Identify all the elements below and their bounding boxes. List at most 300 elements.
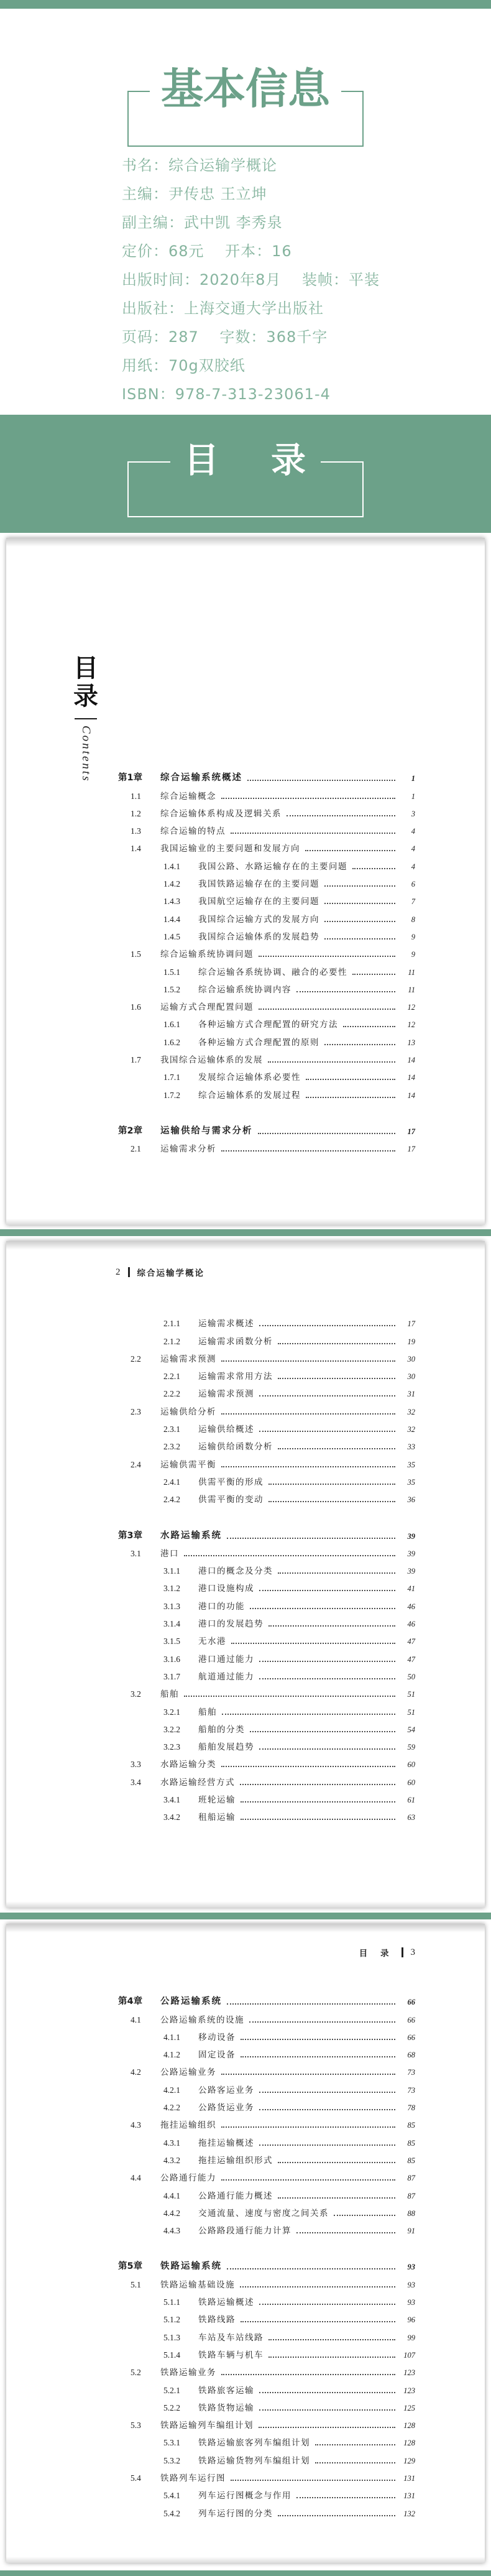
info-line: 出版社：上海交通大学出版社 (122, 299, 324, 317)
info-line: 用纸：70g双胶纸 (122, 356, 246, 374)
toc-entry-page: 11 (408, 967, 415, 977)
toc-entry-title: 船舶发展趋势 (198, 1742, 254, 1753)
toc-entry-page: 47 (407, 1655, 415, 1664)
toc-vertical-title (68, 655, 103, 782)
toc-entry-title: 港口通过能力 (198, 1654, 254, 1664)
toc-entry-page: 129 (403, 2456, 415, 2465)
info-line: 定价：68元 开本：16 (122, 242, 292, 260)
toc-entry-page: 93 (407, 2263, 415, 2272)
toc-entry-page: 32 (407, 1425, 415, 1434)
toc-entry-number: 5.4.2 (163, 2508, 180, 2518)
toc-entry-number: 5.1.1 (163, 2297, 180, 2307)
toc-entry (6, 1684, 485, 1701)
toc-entry-number: 1.5 (131, 949, 141, 959)
toc-entry-number: 1.7 (131, 1055, 141, 1065)
dot-leader (259, 1395, 395, 1396)
toc-entry-number: 3.1 (131, 1548, 141, 1558)
toc-entry-page: 35 (407, 1477, 415, 1487)
toc-entry-number: 1.6 (131, 1002, 141, 1012)
toc-entry-title: 铁路运输货物列车编组计划 (198, 2455, 310, 2466)
toc-entry-title: 交通流量、速度与密度之间关系 (198, 2208, 329, 2218)
toc-entry (6, 1719, 485, 1737)
info-line: 主编：尹传忠 王立坤 (122, 185, 267, 203)
toc-entry (6, 2468, 485, 2485)
toc-entry-page: 60 (407, 1760, 415, 1770)
toc-entry-title: 铁路运输概述 (198, 2297, 254, 2308)
toc-entry-number: 1.7.2 (163, 1090, 180, 1100)
dot-leader (352, 868, 395, 869)
toc-entry-page: 131 (403, 2474, 415, 2483)
toc-entry-page: 46 (407, 1602, 415, 1611)
toc-entry-page: 87 (407, 2191, 415, 2200)
toc-entry (6, 2309, 485, 2327)
toc-entry-title: 运输供给与需求分析 (160, 1125, 253, 1136)
toc-entry-page: 99 (407, 2333, 415, 2342)
dot-leader (184, 1555, 395, 1556)
dot-leader (268, 1061, 395, 1063)
toc-entry (6, 2345, 485, 2362)
toc-entry (6, 979, 485, 997)
toc-entry-title: 铁路运输旅客列车编组计划 (198, 2438, 310, 2449)
toc-vertical-title-char: 目 (73, 653, 98, 683)
toc-page-3 (6, 1924, 485, 2563)
toc-entry-page: 78 (407, 2103, 415, 2113)
toc-entry-number: 3.4 (131, 1777, 141, 1787)
toc-entry-page: 63 (407, 1813, 415, 1822)
toc-entry (6, 891, 485, 908)
toc-entry-page: 17 (407, 1127, 415, 1136)
toc-entry (6, 2062, 485, 2079)
toc-entry-title: 运输需求预测 (160, 1354, 216, 1364)
toc-entry-page: 14 (407, 1091, 415, 1100)
dot-leader (241, 1801, 395, 1803)
toc-entry-number: 3.1.7 (163, 1671, 180, 1681)
toc-entry-page: 88 (407, 2209, 415, 2218)
toc-entry-page: 61 (407, 1796, 415, 1805)
toc-entry-page: 8 (411, 915, 415, 924)
dot-leader (221, 1413, 395, 1415)
toc-entry-title: 运输需求预测 (198, 1389, 254, 1400)
toc-entry (6, 1648, 485, 1666)
toc-entry-number: 1.1 (131, 791, 141, 801)
dot-leader (241, 2039, 395, 2040)
toc-entry-title: 铁路运输基础设施 (160, 2279, 235, 2290)
divider-bar (128, 1267, 130, 1277)
toc-entry (6, 2044, 485, 2062)
dot-leader (296, 991, 395, 992)
toc-entry-number: 2.2.1 (163, 1372, 180, 1382)
toc-entry (6, 2503, 485, 2520)
toc-entry-title: 我国铁路运输存在的主要问题 (198, 879, 319, 890)
dot-leader (268, 1501, 395, 1502)
toc-entry-page: 6 (411, 880, 415, 889)
toc-entry (6, 874, 485, 891)
toc-entry (6, 1366, 485, 1383)
toc-entry (6, 2415, 485, 2432)
toc-entry-title: 公路客运业务 (198, 2085, 254, 2095)
toc-entry-title: 运输需求分析 (160, 1144, 216, 1155)
toc-entry-title: 船舶 (198, 1707, 217, 1717)
dot-leader (259, 2392, 395, 2393)
toc-entry-page: 66 (407, 1998, 415, 2007)
dot-leader (259, 1431, 395, 1432)
toc-entry (6, 1121, 485, 1138)
toc-entry (6, 1578, 485, 1595)
toc-entry-number: 第3章 (118, 1530, 143, 1541)
toc-entry (6, 2485, 485, 2503)
dot-leader (259, 1678, 395, 1679)
dot-leader (241, 2056, 395, 2057)
toc-entry-page: 14 (407, 1056, 415, 1065)
toc-entry-title: 铁路货物运输 (198, 2403, 254, 2413)
toc-entry (6, 2274, 485, 2291)
contents-label: Contents (80, 725, 93, 783)
toc-entry-page: 9 (411, 932, 415, 941)
toc-entry-number: 3.1.1 (163, 1566, 180, 1576)
green-separator (0, 1913, 491, 1919)
toc-entry-title: 综合运输系统协调内容 (198, 984, 291, 995)
dot-leader (231, 1643, 395, 1644)
toc-entry (6, 785, 485, 803)
toc-entry-number: 3.2.3 (163, 1742, 180, 1752)
toc-entry-number: 5.2.2 (163, 2403, 180, 2412)
toc-entry-number: 1.6.2 (163, 1037, 180, 1047)
toc-entry-number: 3.4.2 (163, 1812, 180, 1822)
dot-leader (259, 1325, 395, 1326)
toc-entry (6, 2167, 485, 2185)
toc-entry-number: 1.4.2 (163, 879, 180, 889)
dot-leader (221, 1466, 395, 1467)
toc-entry-page: 36 (407, 1495, 415, 1505)
toc-entry-number: 第4章 (118, 1997, 143, 2007)
toc-entry (6, 1525, 485, 1543)
toc-entry (6, 2256, 485, 2274)
dot-leader (221, 2074, 395, 2075)
dot-leader (249, 2021, 395, 2023)
dot-leader (259, 2092, 395, 2093)
toc-entry (6, 1084, 485, 1102)
toc-entry-page: 91 (407, 2227, 415, 2236)
toc-entry-page: 7 (411, 897, 415, 907)
toc-entry (6, 1032, 485, 1049)
toc-entry-page: 46 (407, 1620, 415, 1629)
toc-entry-number: 第1章 (118, 773, 143, 783)
toc-entry-title: 运输供给函数分析 (198, 1442, 273, 1452)
toc-entry-number: 2.2.2 (163, 1389, 180, 1399)
dot-leader (324, 885, 395, 887)
toc-entry-number: 1.3 (131, 826, 141, 836)
dot-leader (296, 2232, 395, 2233)
toc-entry-page: 93 (407, 2298, 415, 2307)
dot-leader (306, 1097, 395, 1098)
toc-entry-number: 2.4 (131, 1459, 141, 1469)
toc-entry-title: 港口的概念及分类 (198, 1566, 273, 1577)
toc-entry (6, 1436, 485, 1454)
dot-leader (296, 2497, 395, 2498)
toc-entry-title: 拖挂运输概述 (198, 2138, 254, 2148)
toc-entry-title: 船舶 (160, 1689, 179, 1700)
toc-entry (6, 926, 485, 944)
toc-entry-number: 1.2 (131, 808, 141, 818)
toc-entry-number: 3.1.5 (163, 1637, 180, 1646)
toc-entry (6, 1613, 485, 1631)
toc-entry-number: 2.1.1 (163, 1319, 180, 1329)
dot-leader (324, 938, 395, 939)
dot-leader (259, 1590, 395, 1591)
dot-leader (268, 2339, 395, 2340)
toc-entry-number: 1.6.1 (163, 1020, 180, 1030)
toc-entry-number: 2.3.1 (163, 1424, 180, 1434)
toc-entry-page: 14 (407, 1073, 415, 1083)
toc-entry-title: 港口 (160, 1548, 179, 1559)
toc-entry-title: 我国综合运输方式的发展方向 (198, 914, 319, 925)
dot-leader (227, 2268, 395, 2269)
toc-entry-number: 4.4.3 (163, 2226, 180, 2236)
toc-entry-title: 铁路车辆与机车 (198, 2350, 264, 2360)
toc-entry-page: 39 (407, 1567, 415, 1576)
toc-entry-page: 60 (407, 1778, 415, 1787)
dot-leader (278, 2162, 395, 2163)
dot-leader (352, 974, 395, 975)
toc-entry (6, 1992, 485, 2009)
contents-title: 目 录 (170, 443, 321, 479)
toc-list (6, 1313, 485, 1824)
dot-leader (221, 1766, 395, 1767)
toc-entry-number: 3.1.4 (163, 1619, 180, 1629)
toc-entry-number: 第2章 (118, 1125, 143, 1136)
toc-entry-title: 供需平衡的形成 (198, 1477, 264, 1487)
toc-entry-page: 35 (407, 1460, 415, 1469)
toc-entry-title: 综合运输系统概述 (160, 773, 242, 783)
toc-entry-title: 运输需求常用方法 (198, 1372, 273, 1382)
toc-entry (6, 961, 485, 979)
toc-entry-page: 66 (407, 2033, 415, 2042)
dot-leader (231, 2480, 395, 2481)
toc-entry-number: 5.4.1 (163, 2491, 180, 2501)
toc-entry-title: 运输方式合理配置问题 (160, 1002, 254, 1013)
toc-entry-title: 运输供需平衡 (160, 1459, 216, 1470)
toc-entry-number: 4.1.2 (163, 2050, 180, 2060)
toc-entry-page: 39 (407, 1549, 415, 1558)
toc-entry-number: 3.3 (131, 1760, 141, 1770)
toc-entry (6, 1454, 485, 1471)
toc-entry-page: 11 (408, 985, 415, 994)
toc-entry-title: 铁路运输列车编组计划 (160, 2421, 254, 2431)
toc-vertical-title-char: 录 (73, 681, 98, 711)
toc-entry-number: 4.3 (131, 2120, 141, 2130)
dot-leader (259, 2144, 395, 2146)
toc-entry-title: 综合运输各系统协调、融合的必要性 (198, 967, 347, 977)
toc-entry-number: 3.2.2 (163, 1724, 180, 1734)
toc-entry-number: 4.4.2 (163, 2208, 180, 2218)
toc-entry-title: 拖挂运输组织 (160, 2120, 216, 2131)
toc-entry-number: 1.5.1 (163, 967, 180, 977)
toc-entry-title: 我国公路、水路运输存在的主要问题 (198, 861, 347, 872)
toc-entry-number: 3.2 (131, 1689, 141, 1699)
toc-entry (6, 1543, 485, 1561)
dot-leader (221, 1150, 395, 1152)
toc-entry-page: 123 (403, 2368, 415, 2378)
toc-entry-title: 航道通过能力 (198, 1671, 254, 1682)
toc-entry-title: 列车运行图概念与作用 (198, 2491, 291, 2501)
toc-entry-title: 固定设备 (198, 2050, 236, 2061)
toc-entry (6, 2432, 485, 2450)
toc-entry-number: 1.7.1 (163, 1073, 180, 1083)
toc-entry-number: 5.2 (131, 2368, 141, 2378)
basic-info-section (0, 9, 491, 415)
toc-entry-title: 我国综合运输体系的发展 (160, 1055, 263, 1066)
top-green-bar (0, 0, 491, 9)
dot-leader (221, 1360, 395, 1362)
toc-entry (6, 838, 485, 856)
toc-entry-number: 3.4.1 (163, 1795, 180, 1805)
dot-leader (184, 1696, 395, 1697)
dot-leader (343, 1026, 395, 1027)
toc-entry-page: 107 (403, 2350, 415, 2360)
dot-leader (334, 2215, 395, 2216)
toc-entry-number: 2.4.2 (163, 1495, 180, 1505)
toc-entry-number: 4.3.2 (163, 2155, 180, 2165)
toc-entry-page: 66 (407, 2015, 415, 2024)
running-header-title: 综合运输学概论 (137, 1268, 204, 1278)
toc-entry (6, 2115, 485, 2132)
toc-entry (6, 2185, 485, 2202)
dot-leader (278, 1572, 395, 1574)
toc-entry-number: 4.2 (131, 2067, 141, 2077)
toc-entry-title: 各种运输方式合理配置的研究方法 (198, 1020, 338, 1030)
toc-entry-number: 2.1 (131, 1144, 141, 1154)
toc-entry-number: 4.4.1 (163, 2191, 180, 2200)
dot-leader (324, 1044, 395, 1045)
toc-entry-page: 85 (407, 2138, 415, 2148)
toc-entry (6, 1754, 485, 1771)
dot-leader (227, 1538, 395, 1539)
dot-leader (268, 1484, 395, 1485)
toc-entry-number: 第5章 (118, 2261, 143, 2272)
basic-info-lines (0, 149, 491, 407)
toc-entry-page: 96 (407, 2315, 415, 2325)
toc-list (6, 768, 485, 1156)
toc-entry-page: 85 (407, 2156, 415, 2165)
dot-leader (259, 1661, 395, 1662)
toc-entry-title: 港口的发展趋势 (198, 1619, 264, 1630)
toc-entry-title: 公路运输业务 (160, 2067, 216, 2078)
dot-leader (241, 1819, 395, 1820)
dot-leader (268, 1625, 395, 1627)
toc-entry-title: 公路路段通行能力计算 (198, 2226, 291, 2237)
dot-leader (287, 815, 395, 816)
dot-leader (259, 1009, 395, 1010)
toc-entry (6, 1349, 485, 1366)
dot-leader (259, 2304, 395, 2305)
dot-leader (221, 2126, 395, 2128)
toc-entry-title: 铁路运输业务 (160, 2368, 216, 2378)
toc-entry-title: 船舶的分类 (198, 1724, 245, 1735)
toc-entry-page: 30 (407, 1354, 415, 1364)
dot-leader (268, 2357, 395, 2358)
toc-entry-number: 1.5.2 (163, 984, 180, 994)
toc-entry (6, 2380, 485, 2397)
toc-entry (6, 2450, 485, 2467)
toc-entry (6, 2362, 485, 2380)
dot-leader (305, 850, 395, 851)
toc-page-2 (6, 1241, 485, 1908)
toc-entry (6, 1067, 485, 1084)
toc-entry-number: 5.1 (131, 2279, 141, 2289)
dot-leader (241, 2321, 395, 2322)
dot-leader (221, 798, 395, 799)
toc-entry-page: 4 (411, 844, 415, 854)
info-line: 页码：287 字数：368千字 (122, 328, 328, 346)
toc-entry-title: 港口的功能 (198, 1601, 245, 1612)
dot-leader (240, 1784, 395, 1785)
toc-entry-number: 5.2.1 (163, 2385, 180, 2395)
toc-entry (6, 908, 485, 926)
toc-entry-title: 我国航空运输存在的主要问题 (198, 897, 319, 907)
toc-entry-page: 4 (411, 827, 415, 836)
toc-entry-title: 铁路运输系统 (160, 2261, 222, 2272)
toc-entry-title: 运输供给概述 (198, 1424, 254, 1435)
toc-entry-title: 移动设备 (198, 2032, 236, 2043)
toc-entry-title: 综合运输概念 (160, 791, 216, 801)
toc-entry-title: 租船运输 (198, 1812, 236, 1823)
toc-entry-title: 无水港 (198, 1637, 226, 1647)
toc-entry-title: 铁路线路 (198, 2315, 236, 2325)
toc-entry-page: 128 (403, 2421, 415, 2431)
toc-entry-page: 9 (411, 950, 415, 959)
toc-entry-page: 1 (411, 792, 415, 801)
dot-leader (259, 2427, 395, 2428)
toc-entry-page: 33 (407, 1443, 415, 1452)
toc-entry-number: 1.4.4 (163, 914, 180, 924)
dot-leader (259, 1748, 395, 1750)
toc-entry-page: 3 (411, 809, 415, 818)
info-line: 书名：综合运输学概论 (122, 156, 277, 174)
dot-leader (250, 1608, 395, 1609)
toc-entry-title: 综合运输体系构成及逻辑关系 (160, 808, 282, 819)
running-header (359, 1946, 415, 1959)
dot-leader (250, 1731, 395, 1732)
dot-leader (259, 2409, 395, 2411)
dot-leader (324, 921, 395, 922)
toc-entry-title: 公路运输系统 (160, 1997, 222, 2007)
toc-entry (6, 768, 485, 785)
dot-leader (258, 1133, 396, 1134)
toc-entry-title: 水路运输分类 (160, 1760, 216, 1770)
toc-entry-page: 30 (407, 1372, 415, 1382)
toc-entry-page: 87 (407, 2174, 415, 2183)
toc-entry-page: 85 (407, 2121, 415, 2130)
toc-entry-number: 1.4 (131, 844, 141, 854)
toc-entry (6, 1666, 485, 1684)
basic-info-title: 基本信息 (150, 68, 341, 112)
info-line: 出版时间：2020年8月 装帧：平装 (122, 270, 380, 289)
toc-entry (6, 1050, 485, 1067)
dot-leader (315, 2462, 395, 2463)
toc-entry (6, 1138, 485, 1156)
toc-entry-number: 5.1.2 (163, 2315, 180, 2325)
toc-entry-page: 51 (407, 1707, 415, 1717)
toc-entry (6, 1401, 485, 1418)
toc-entry (6, 2327, 485, 2344)
toc-entry (6, 2150, 485, 2167)
toc-entry-title: 水路运输经营方式 (160, 1777, 235, 1788)
running-header (116, 1266, 204, 1278)
dot-leader (259, 2109, 395, 2110)
toc-entry (6, 2398, 485, 2415)
toc-entry (6, 2132, 485, 2149)
toc-entry-page: 4 (411, 862, 415, 871)
